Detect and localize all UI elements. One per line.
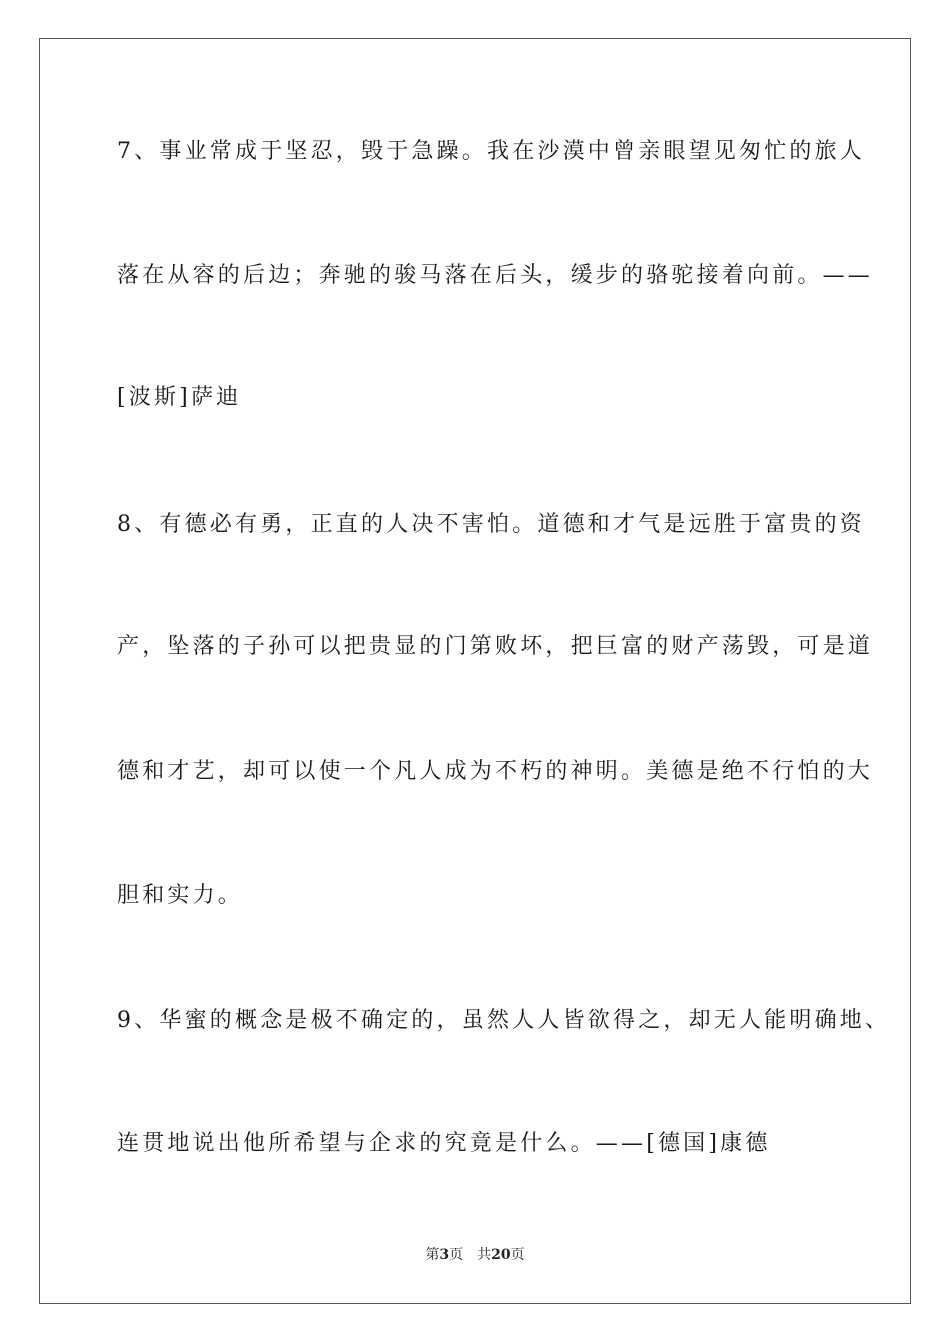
text-line: 德和才艺，却可以使一个凡人成为不朽的神明。美德是绝不行怕的大 [117, 759, 874, 784]
total-suffix: 页 [510, 1247, 525, 1263]
text-line: 7、事业常成于坚忍，毁于急躁。我在沙漠中曾亲眼望见匆忙的旅人 [117, 139, 865, 164]
total-pages: 20 [491, 1247, 511, 1263]
text-line: 9、华蜜的概念是极不确定的，虽然人人皆欲得之，却无人能明确地、 [117, 1008, 891, 1033]
page-footer [0, 1246, 950, 1264]
text-line: 产，坠落的子孙可以把贵显的门第败坏，把巨富的财产荡毁，可是道 [117, 634, 874, 659]
page-number: 3 [439, 1247, 450, 1263]
page-border [39, 38, 911, 1304]
text-line: 连贯地说出他所希望与企求的究竟是什么。——[德国]康德 [117, 1131, 771, 1156]
text-line: [波斯]萨迪 [117, 385, 242, 410]
text-line: 8、有德必有勇，正直的人决不害怕。道德和才气是远胜于富贵的资 [117, 512, 865, 537]
total-prefix: 共 [477, 1247, 492, 1263]
page-prefix: 第 [425, 1247, 440, 1263]
text-line: 胆和实力。 [117, 883, 244, 908]
text-line: 落在从容的后边；奔驰的骏马落在后头，缓步的骆驼接着向前。—— [117, 263, 874, 288]
page-suffix: 页 [449, 1247, 464, 1263]
